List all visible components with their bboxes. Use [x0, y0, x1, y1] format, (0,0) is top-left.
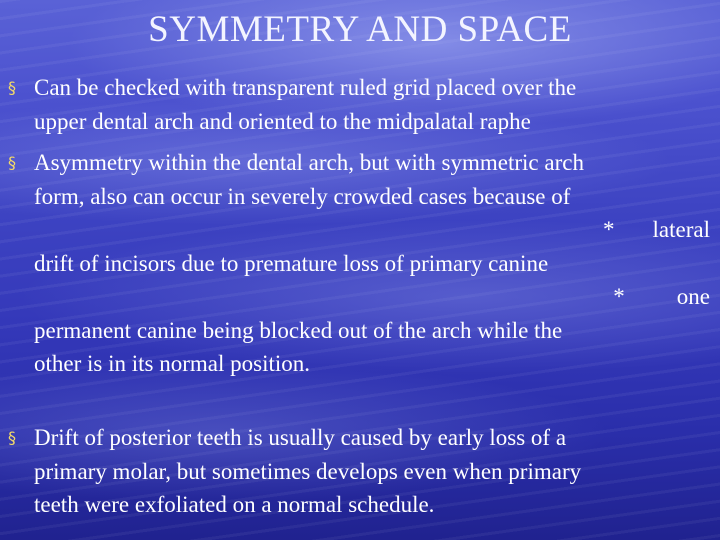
- text-line: other is in its normal position.: [34, 351, 310, 376]
- asterisk-marker: *: [613, 284, 625, 309]
- sub-point-1-first-word: lateral: [652, 217, 710, 242]
- text-line: form, also can occur in severely crowded cases because of: [34, 183, 571, 209]
- slide-title: SYMMETRY AND SPACE: [148, 9, 572, 50]
- text-line: primary molar, but sometimes develops even when primary: [34, 458, 582, 484]
- bullet-icon: §: [8, 153, 16, 172]
- text-line: permanent canine being blocked out of the arch while the: [34, 317, 563, 343]
- bullet-2-text: [34, 146, 710, 381]
- text-line: Drift of posterior teeth is usually caused by early loss of a: [34, 425, 567, 450]
- text-line: upper dental arch and oriented to the midpalatal raphe: [34, 108, 531, 134]
- asterisk-marker: *: [603, 217, 615, 242]
- text-line: Can be checked with transparent ruled grid placed over the: [34, 75, 577, 100]
- sub-point-2-lead: [34, 280, 710, 314]
- text-line: Asymmetry within the dental arch, but with symmetric arch: [34, 150, 584, 175]
- bullet-icon: §: [8, 428, 16, 447]
- sub-point-1-lead: [34, 213, 710, 247]
- sub-point-2-first-word: one: [676, 284, 710, 309]
- bullet-3-text: [34, 421, 710, 522]
- text-line: teeth were exfoliated on a normal schedule.: [34, 492, 435, 517]
- bullet-1-text: [34, 71, 710, 138]
- text-line: drift of incisors due to premature loss of primary canine: [34, 250, 549, 276]
- bullet-icon: §: [8, 78, 16, 97]
